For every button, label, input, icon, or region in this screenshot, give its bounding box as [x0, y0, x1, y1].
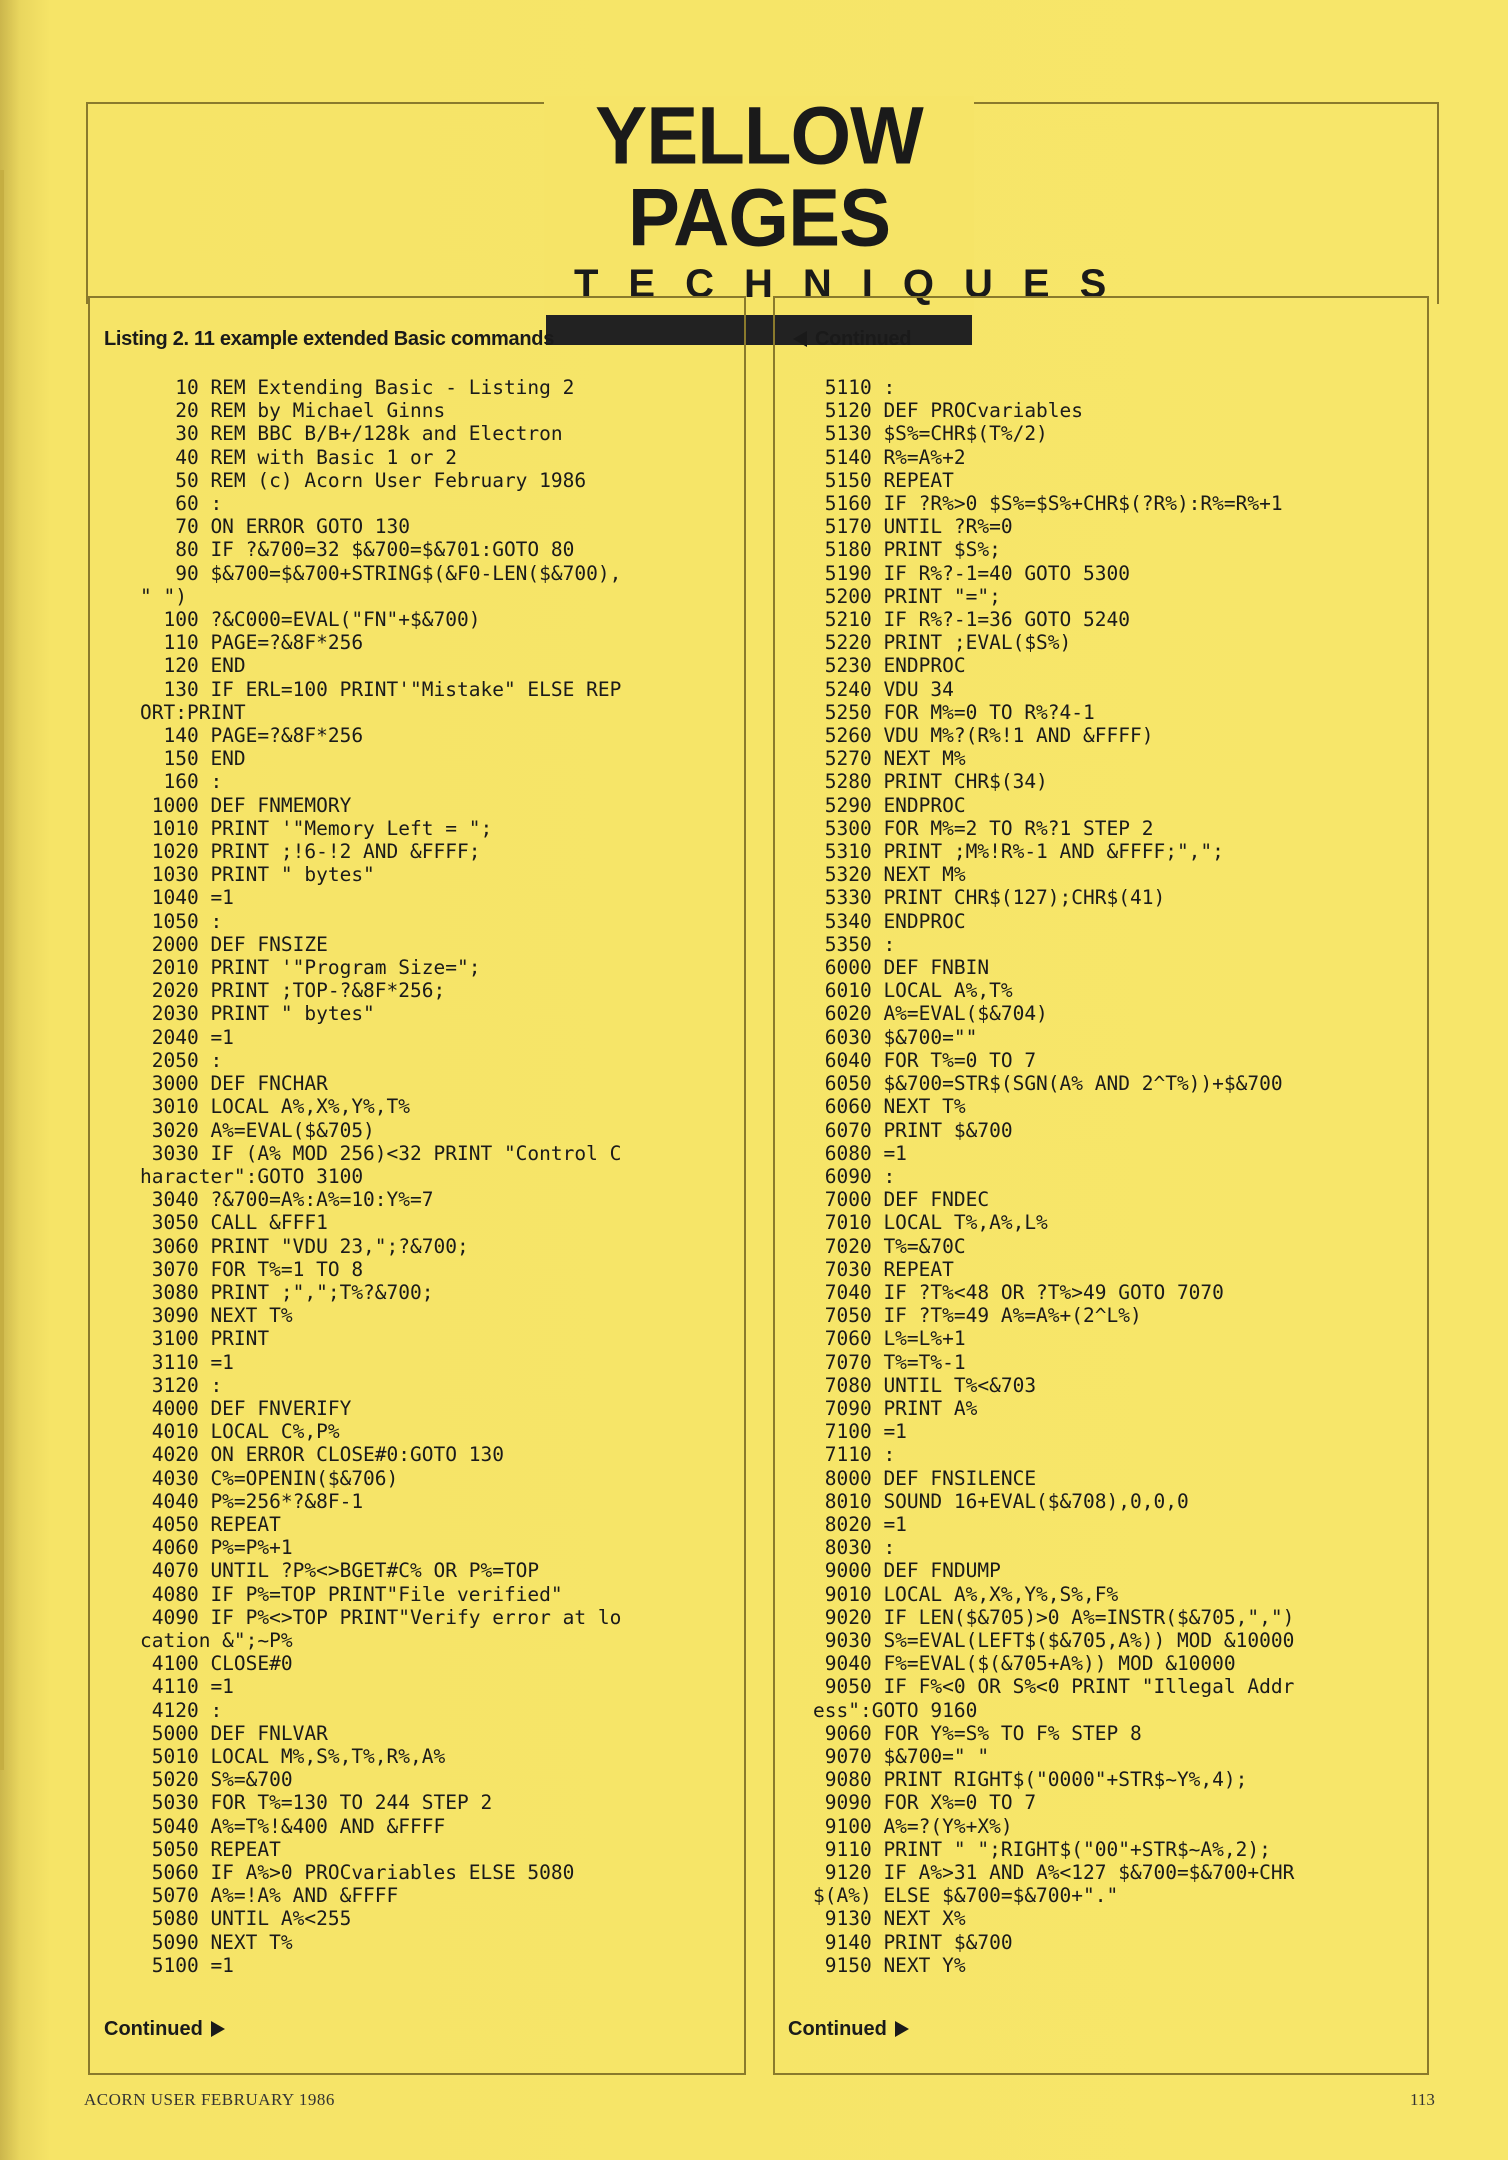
code-line: 5240 VDU 34	[813, 677, 954, 701]
code-line: 20 REM by Michael Ginns	[140, 399, 446, 423]
code-line: 9030 S%=EVAL(LEFT$($&705,A%)) MOD &10000	[813, 1628, 1295, 1652]
code-line: 3050 CALL &FFF1	[140, 1211, 328, 1235]
code-line: 110 PAGE=?&8F*256	[140, 631, 364, 655]
code-line: ess":GOTO 9160	[813, 1698, 978, 1722]
code-line: 4100 CLOSE#0	[140, 1652, 293, 1676]
code-line: 5150 REPEAT	[813, 468, 954, 492]
code-line: 7050 IF ?T%=49 A%=A%+(2^L%)	[813, 1304, 1142, 1328]
code-line: 5040 A%=T%!&400 AND &FFFF	[140, 1814, 446, 1838]
code-line: 9130 NEXT X%	[813, 1907, 966, 1931]
code-line: 3090 NEXT T%	[140, 1304, 293, 1328]
continued-heading	[793, 328, 911, 351]
code-line: 60 :	[140, 492, 223, 516]
code-line: 5280 PRINT CHR$(34)	[813, 770, 1048, 794]
code-line: cation &";~P%	[140, 1628, 293, 1652]
code-line: 3060 PRINT "VDU 23,";?&700;	[140, 1234, 469, 1258]
code-line: 7030 REPEAT	[813, 1257, 954, 1281]
code-line: 4090 IF P%<>TOP PRINT"Verify error at lo	[140, 1605, 622, 1629]
code-line: 3010 LOCAL A%,X%,Y%,T%	[140, 1095, 411, 1119]
code-line: 9100 A%=?(Y%+X%)	[813, 1814, 1013, 1838]
code-line: 5270 NEXT M%	[813, 747, 966, 771]
code-line: 2030 PRINT " bytes"	[140, 1002, 375, 1026]
code-line: 3020 A%=EVAL($&705)	[140, 1118, 375, 1142]
code-line: 5210 IF R%?-1=36 GOTO 5240	[813, 608, 1130, 632]
code-line: 5300 FOR M%=2 TO R%?1 STEP 2	[813, 816, 1154, 840]
code-line: 9140 PRINT $&700	[813, 1930, 1013, 1954]
code-line: haracter":GOTO 3100	[140, 1164, 364, 1188]
code-line: 5000 DEF FNLVAR	[140, 1721, 328, 1745]
code-line: 2020 PRINT ;TOP-?&8F*256;	[140, 979, 446, 1003]
code-line: 1050 :	[140, 909, 223, 933]
code-line: 40 REM with Basic 1 or 2	[140, 445, 457, 469]
code-line: 5230 ENDPROC	[813, 654, 966, 678]
code-line: 5120 DEF PROCvariables	[813, 399, 1084, 423]
code-line: 130 IF ERL=100 PRINT'"Mistake" ELSE REP	[140, 677, 622, 701]
code-line: 1000 DEF FNMEMORY	[140, 793, 352, 817]
code-line: 9040 F%=EVAL($(&705+A%)) MOD &10000	[813, 1652, 1236, 1676]
code-line: 5130 $S%=CHR$(T%/2)	[813, 422, 1048, 446]
code-line: 9060 FOR Y%=S% TO F% STEP 8	[813, 1721, 1142, 1745]
code-line: 5350 :	[813, 932, 896, 956]
code-line: 6050 $&700=STR$(SGN(A% AND 2^T%))+$&700	[813, 1072, 1283, 1096]
code-line: 5070 A%=!A% AND &FFFF	[140, 1884, 399, 1908]
code-line: 4020 ON ERROR CLOSE#0:GOTO 130	[140, 1443, 504, 1467]
code-line: 6020 A%=EVAL($&704)	[813, 1002, 1048, 1026]
code-line: 4120 :	[140, 1698, 223, 1722]
code-line: 2040 =1	[140, 1025, 234, 1049]
code-line: 9050 IF F%<0 OR S%<0 PRINT "Illegal Addr	[813, 1675, 1295, 1699]
continued-footer-left	[104, 2018, 225, 2041]
code-line: 1030 PRINT " bytes"	[140, 863, 375, 887]
code-line: 120 END	[140, 654, 246, 678]
code-line: 7070 T%=T%-1	[813, 1350, 966, 1374]
code-line: 7000 DEF FNDEC	[813, 1188, 990, 1212]
code-line: 6040 FOR T%=0 TO 7	[813, 1048, 1037, 1072]
section-subtitle: TECHNIQUES	[574, 262, 1137, 306]
code-line: 3110 =1	[140, 1350, 234, 1374]
code-line: 5190 IF R%?-1=40 GOTO 5300	[813, 561, 1130, 585]
arrow-right-icon	[895, 2021, 909, 2037]
code-line: 50 REM (c) Acorn User February 1986	[140, 468, 587, 492]
code-line: 2000 DEF FNSIZE	[140, 932, 328, 956]
code-line: ORT:PRINT	[140, 700, 246, 724]
code-line: 140 PAGE=?&8F*256	[140, 724, 364, 748]
code-line: 5050 REPEAT	[140, 1837, 281, 1861]
code-line: 6000 DEF FNBIN	[813, 956, 990, 980]
code-line: 5030 FOR T%=130 TO 244 STEP 2	[140, 1791, 493, 1815]
code-line: 5220 PRINT ;EVAL($S%)	[813, 631, 1072, 655]
code-line: 8020 =1	[813, 1512, 907, 1536]
listing-panel-left	[88, 296, 746, 2075]
code-line: 160 :	[140, 770, 223, 794]
code-line: 5310 PRINT ;M%!R%-1 AND &FFFF;",";	[813, 840, 1224, 864]
code-line: 90 $&700=$&700+STRING$(&F0-LEN($&700),	[140, 561, 622, 585]
code-line: $(A%) ELSE $&700=$&700+"."	[813, 1884, 1119, 1908]
listing-heading: Listing 2. 11 example extended Basic commands	[104, 328, 555, 350]
code-line: 7100 =1	[813, 1420, 907, 1444]
code-line: 4050 REPEAT	[140, 1512, 281, 1536]
arrow-right-icon	[211, 2021, 225, 2037]
code-line: 9150 NEXT Y%	[813, 1953, 966, 1977]
continued-label: Continued	[788, 2018, 887, 2040]
code-line: 4030 C%=OPENIN($&706)	[140, 1466, 399, 1490]
code-line: 6080 =1	[813, 1141, 907, 1165]
code-line: 10 REM Extending Basic - Listing 2	[140, 376, 575, 399]
code-line: 6090 :	[813, 1164, 896, 1188]
code-line: 6060 NEXT T%	[813, 1095, 966, 1119]
binding-gutter	[0, 170, 4, 1770]
code-line: 8000 DEF FNSILENCE	[813, 1466, 1037, 1490]
code-line: 8030 :	[813, 1536, 896, 1560]
code-line: 3070 FOR T%=1 TO 8	[140, 1257, 364, 1281]
code-line: 7060 L%=L%+1	[813, 1327, 966, 1351]
code-listing-left	[140, 376, 621, 1977]
code-line: 5290 ENDPROC	[813, 793, 966, 817]
code-line: " ")	[140, 584, 187, 608]
code-line: 3100 PRINT	[140, 1327, 270, 1351]
code-line: 4110 =1	[140, 1675, 234, 1699]
code-line: 4070 UNTIL ?P%<>BGET#C% OR P%=TOP	[140, 1559, 540, 1583]
code-line: 3040 ?&700=A%:A%=10:Y%=7	[140, 1188, 434, 1212]
code-line: 5260 VDU M%?(R%!1 AND &FFFF)	[813, 724, 1154, 748]
code-line: 9070 $&700=" "	[813, 1744, 990, 1768]
code-line: 5320 NEXT M%	[813, 863, 966, 887]
continued-footer-right	[788, 2018, 909, 2041]
code-line: 9010 LOCAL A%,X%,Y%,S%,F%	[813, 1582, 1119, 1606]
code-line: 1040 =1	[140, 886, 234, 910]
code-line: 5140 R%=A%+2	[813, 445, 966, 469]
code-line: 5200 PRINT "=";	[813, 584, 1001, 608]
code-line: 6070 PRINT $&700	[813, 1118, 1013, 1142]
code-line: 7040 IF ?T%<48 OR ?T%>49 GOTO 7070	[813, 1280, 1224, 1304]
code-line: 7020 T%=&70C	[813, 1234, 966, 1258]
section-title: YELLOW PAGES	[595, 88, 923, 264]
code-line: 5160 IF ?R%>0 $S%=$S%+CHR$(?R%):R%=R%+1	[813, 492, 1283, 516]
code-line: 5020 S%=&700	[140, 1768, 293, 1792]
code-line: 4060 P%=P%+1	[140, 1536, 293, 1560]
code-line: 9000 DEF FNDUMP	[813, 1559, 1001, 1583]
code-line: 2010 PRINT '"Program Size=";	[140, 956, 481, 980]
code-line: 150 END	[140, 747, 246, 771]
code-line: 5060 IF A%>0 PROCvariables ELSE 5080	[140, 1861, 575, 1884]
code-line: 4040 P%=256*?&8F-1	[140, 1489, 364, 1513]
code-line: 5010 LOCAL M%,S%,T%,R%,A%	[140, 1744, 446, 1768]
code-line: 30 REM BBC B/B+/128k and Electron	[140, 422, 563, 446]
code-line: 9120 IF A%>31 AND A%<127 $&700=$&700+CHR	[813, 1861, 1295, 1884]
code-line: 4000 DEF FNVERIFY	[140, 1396, 352, 1420]
code-line: 9080 PRINT RIGHT$("0000"+STR$~Y%,4);	[813, 1768, 1248, 1792]
code-line: 7110 :	[813, 1443, 896, 1467]
publication-footer: ACORN USER FEBRUARY 1986	[84, 2090, 335, 2109]
code-line: 7090 PRINT A%	[813, 1396, 978, 1420]
arrow-left-icon	[793, 331, 807, 347]
listing-panel-right	[773, 296, 1429, 2075]
code-line: 2050 :	[140, 1048, 223, 1072]
code-line: 70 ON ERROR GOTO 130	[140, 515, 411, 539]
code-line: 9110 PRINT " ";RIGHT$("00"+STR$~A%,2);	[813, 1837, 1271, 1861]
code-line: 8010 SOUND 16+EVAL($&708),0,0,0	[813, 1489, 1189, 1513]
code-line: 5340 ENDPROC	[813, 909, 966, 933]
code-line: 5250 FOR M%=0 TO R%?4-1	[813, 700, 1095, 724]
code-line: 5330 PRINT CHR$(127);CHR$(41)	[813, 886, 1166, 910]
code-line: 5110 :	[813, 376, 896, 399]
code-line: 7080 UNTIL T%<&703	[813, 1373, 1037, 1397]
code-line: 4080 IF P%=TOP PRINT"File verified"	[140, 1582, 563, 1606]
code-line: 7010 LOCAL T%,A%,L%	[813, 1211, 1048, 1235]
code-line: 1020 PRINT ;!6-!2 AND &FFFF;	[140, 840, 481, 864]
code-line: 5180 PRINT $S%;	[813, 538, 1001, 562]
code-line: 5080 UNTIL A%<255	[140, 1907, 352, 1931]
code-line: 5090 NEXT T%	[140, 1930, 293, 1954]
code-line: 9020 IF LEN($&705)>0 A%=INSTR($&705,",")	[813, 1605, 1295, 1629]
code-line: 3030 IF (A% MOD 256)<32 PRINT "Control C	[140, 1141, 622, 1165]
page-number: 113	[1410, 2090, 1435, 2109]
code-line: 80 IF ?&700=32 $&700=$&701:GOTO 80	[140, 538, 575, 562]
code-line: 6010 LOCAL A%,T%	[813, 979, 1013, 1003]
continued-heading-label: Continued	[815, 328, 912, 350]
code-line: 100 ?&C000=EVAL("FN"+$&700)	[140, 608, 481, 632]
code-line: 6030 $&700=""	[813, 1025, 978, 1049]
code-line: 1010 PRINT '"Memory Left = ";	[140, 816, 493, 840]
code-line: 9090 FOR X%=0 TO 7	[813, 1791, 1037, 1815]
code-line: 4010 LOCAL C%,P%	[140, 1420, 340, 1444]
code-line: 3000 DEF FNCHAR	[140, 1072, 328, 1096]
code-listing-right	[813, 376, 1294, 1977]
code-line: 5100 =1	[140, 1953, 234, 1977]
code-line: 5170 UNTIL ?R%=0	[813, 515, 1013, 539]
code-line: 3120 :	[140, 1373, 223, 1397]
continued-label: Continued	[104, 2018, 203, 2040]
code-line: 3080 PRINT ;",";T%?&700;	[140, 1280, 434, 1304]
